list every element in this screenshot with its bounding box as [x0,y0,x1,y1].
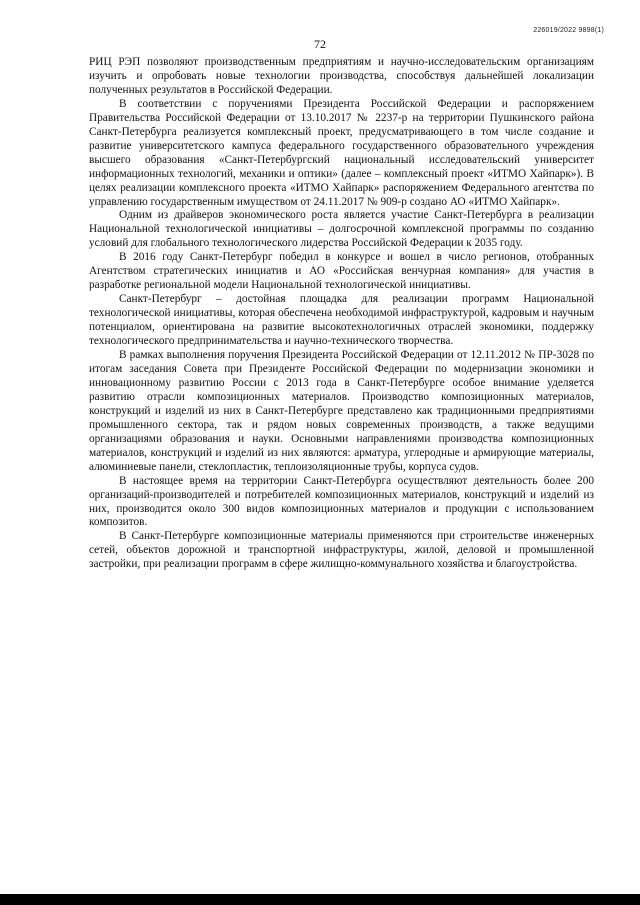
paragraph-3: Одним из драйверов экономического роста является участие Санкт-Петербурга в реализации Национальной технологической инициативы – долгосрочной комплексной программы по созданию условий для глобального технологического лидерства Российской Федерации к 2035 году. [89,209,594,250]
scan-bottom-border [0,894,640,905]
paragraph-6: В рамках выполнения поручения Президента Российской Федерации от 12.11.2012 № ПР-3028 по итогам заседания Совета при Президенте Российской Федерации по модернизации экономики и инновационному развитию России с 2013 года в Санкт-Петербурге особое внимание уделяется развитию отрасли композиционных материалов. Производство композиционных материалов, конструкций и изделий из них в Санкт-Петербурге представлено как традиционными предприятиями промышленного сектора, так и рядом новых современных производств, а также ведущими организациями образования и науки. Основными направлениями производства композиционных материалов, конструкций и изделий из них являются: арматура, углеродные и армирующие материалы, алюминиевые панели, стеклопластик, теплоизоляционные трубы, корпуса судов. [89,349,594,473]
paragraph-1: РИЦ РЭП позволяют производственным предприятиям и научно-исследовательским организациям изучить и опробовать новые технологии производства, способствуя дальнейшей локализации полученных результатов в Российской Федерации. [89,56,594,96]
paragraph-8: В Санкт-Петербурге композиционные материалы применяются при строительстве инженерных сетей, объектов дорожной и транспортной инфраструктуры, жилой, деловой и промышленной застройки, при реализации программ в сфере жилищно-коммунального хозяйства и благоустройства. [89,530,594,571]
page-number: 72 [314,37,326,51]
paragraph-5: Санкт-Петербург – достойная площадка для реализации программ Национальной технологической инициативы, которая обеспечена необходимой инфраструктурой, кадровым и научным потенциалом, ориентирована на развитие высокотехнологичных отраслей экономики, поддержку технологического предпринимательства и научно-технического творчества. [89,293,594,348]
document-registration-code: 226019/2022 9898(1) [533,27,604,34]
paragraph-2: В соответствии с поручениями Президента Российской Федерации и распоряжением Правительства Российской Федерации от 13.10.2017 № 2237-р на территории Пушкинского района Санкт-Петербурга реализуется комплексный проект, предусматривающего в том числе создание и развитие университетского кампуса федерального государственного образовательного учреждения высшего образования «Санкт-Петербургский национальный исследовательский университет информационных технологий, механики и оптики» (далее – комплексный проект «ИТМО Хайпарк»). В целях реализации комплексного проекта «ИТМО Хайпарк» распоряжением Федерального агентства по управлению государственным имуществом от 24.11.2017 № 909-р создано АО «ИТМО Хайпарк». [89,97,594,208]
paragraph-4: В 2016 году Санкт-Петербург победил в конкурсе и вошел в число регионов, отобранных Агентством стратегических инициатив и АО «Российская венчурная компания» для участия в разработке региональной модели Национальной технологической инициативы. [89,251,594,292]
paragraph-7: В настоящее время на территории Санкт-Петербурга осуществляют деятельность более 200 организаций-производителей и потребителей композиционных материалов, конструкций и изделий из них, производится около 300 видов композиционных материалов и продукции с использованием композитов. [89,474,594,529]
document-body [89,56,594,572]
